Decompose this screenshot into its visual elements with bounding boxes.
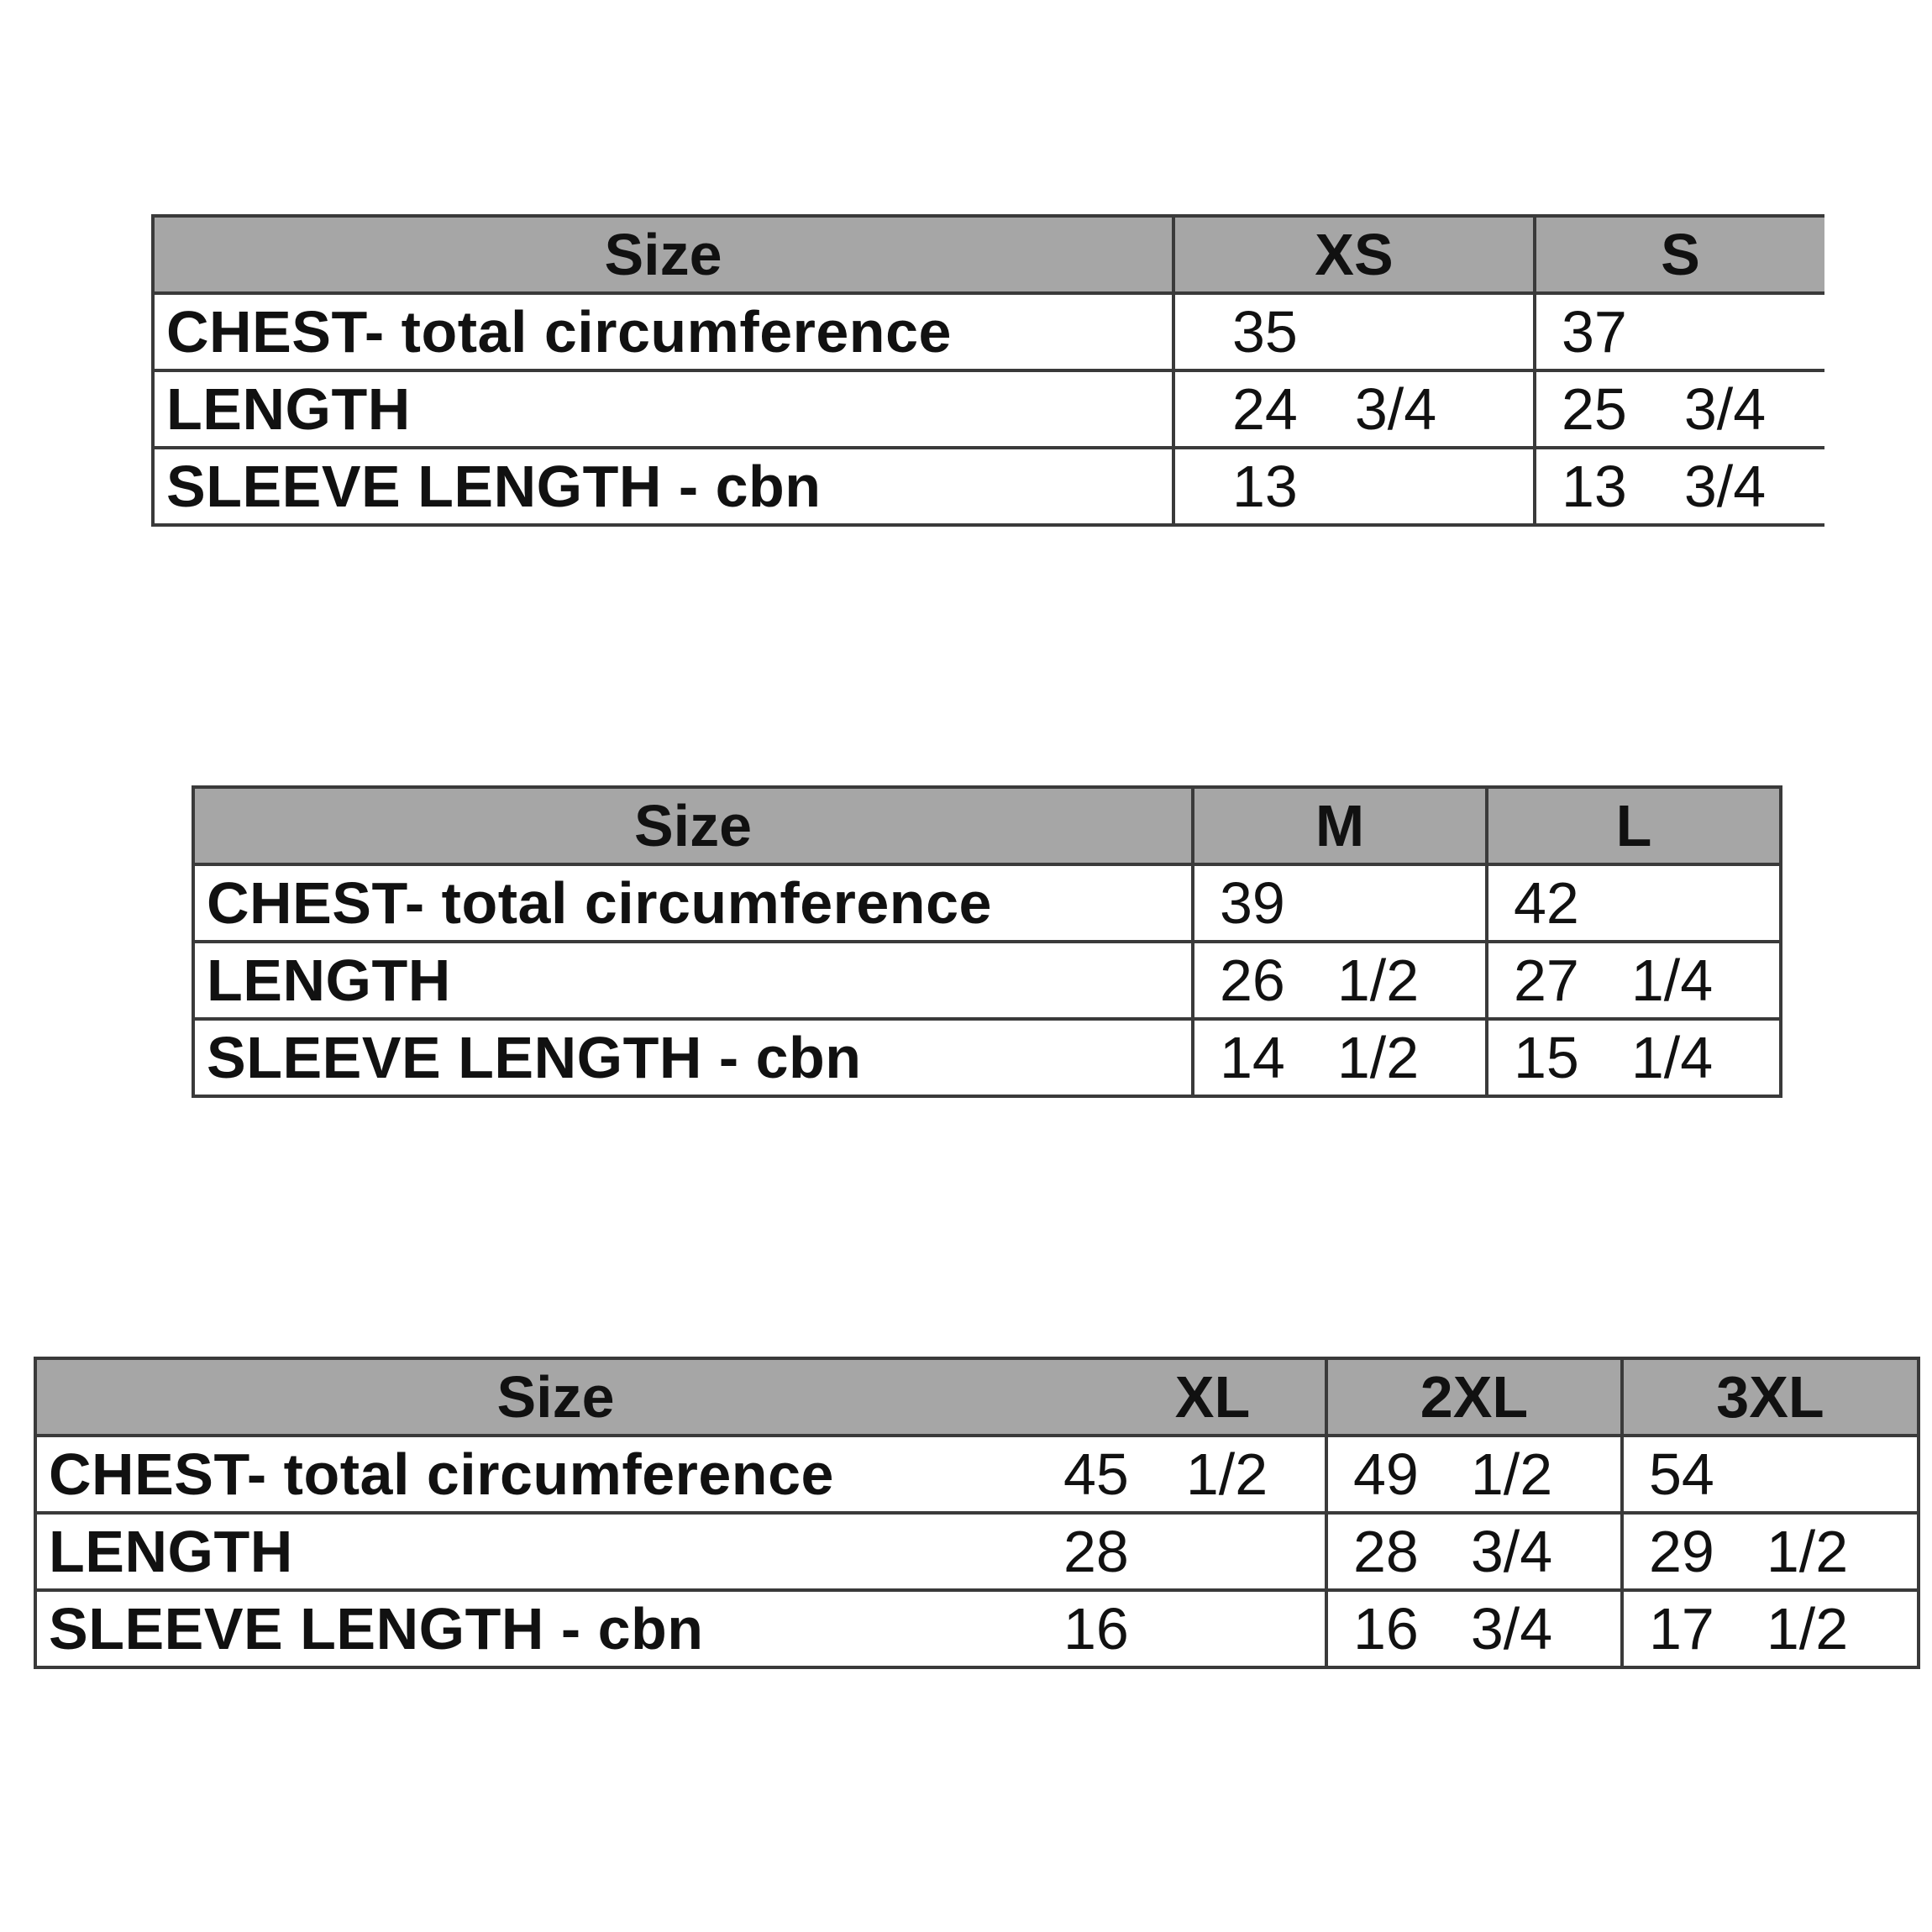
value-sleeve-xl: 16 (1063, 1596, 1129, 1662)
row-label-chest: CHEST- total circumference (193, 864, 1193, 942)
table-row-sleeve (153, 448, 1824, 525)
table-header-row (153, 216, 1824, 293)
row-label-chest: CHEST- total circumference (153, 293, 1173, 370)
value-chest-l: 42 (1487, 864, 1781, 942)
row-sleeve-label-xl (35, 1590, 1326, 1667)
row-label-sleeve: SLEEVE LENGTH - cbn (49, 1596, 704, 1662)
row-label-length: LENGTH (153, 370, 1173, 448)
header-xs: XS (1173, 216, 1535, 293)
value-sleeve-3xl: 17 1/2 (1622, 1590, 1919, 1667)
table-row-chest (153, 293, 1824, 370)
row-chest-label-xl (35, 1436, 1326, 1513)
value-sleeve-2xl: 16 3/4 (1326, 1590, 1622, 1667)
size-chart-table-m-l (192, 785, 1782, 1098)
header-s: S (1535, 216, 1824, 293)
size-chart-table-xl-2xl-3xl (34, 1357, 1920, 1669)
value-sleeve-xs: 13 (1173, 448, 1535, 525)
value-chest-xs: 35 (1173, 293, 1535, 370)
header-m: M (1193, 787, 1487, 864)
header-l: L (1487, 787, 1781, 864)
value-sleeve-s: 13 3/4 (1535, 448, 1824, 525)
table-row-sleeve (193, 1019, 1781, 1096)
row-label-sleeve: SLEEVE LENGTH - cbn (193, 1019, 1193, 1096)
header-size: Size (496, 1364, 615, 1430)
value-length-2xl: 28 3/4 (1326, 1513, 1622, 1590)
table-row-sleeve (35, 1590, 1919, 1667)
header-xl: XL (1174, 1364, 1251, 1430)
size-chart-table-xs-s (151, 214, 1824, 527)
value-chest-2xl: 49 1/2 (1326, 1436, 1622, 1513)
row-label-length: LENGTH (193, 942, 1193, 1019)
value-length-s: 25 3/4 (1535, 370, 1824, 448)
value-sleeve-l: 15 1/4 (1487, 1019, 1781, 1096)
header-size-xl (35, 1358, 1326, 1436)
value-chest-m: 39 (1193, 864, 1487, 942)
header-size: Size (193, 787, 1193, 864)
table-row-chest (35, 1436, 1919, 1513)
header-2xl: 2XL (1326, 1358, 1622, 1436)
table-header-row (35, 1358, 1919, 1436)
table-row-length (153, 370, 1824, 448)
table-row-length (193, 942, 1781, 1019)
value-chest-s: 37 (1535, 293, 1824, 370)
value-sleeve-m: 14 1/2 (1193, 1019, 1487, 1096)
header-size: Size (153, 216, 1173, 293)
value-length-xs: 24 3/4 (1173, 370, 1535, 448)
value-length-l: 27 1/4 (1487, 942, 1781, 1019)
header-3xl: 3XL (1622, 1358, 1919, 1436)
value-length-m: 26 1/2 (1193, 942, 1487, 1019)
row-label-sleeve: SLEEVE LENGTH - cbn (153, 448, 1173, 525)
value-length-xl: 28 (1063, 1519, 1129, 1584)
row-label-chest: CHEST- total circumference (49, 1441, 834, 1507)
value-length-3xl: 29 1/2 (1622, 1513, 1919, 1590)
row-length-label-xl (35, 1513, 1326, 1590)
value-chest-xl: 45 1/2 (1063, 1441, 1268, 1507)
table-row-chest (193, 864, 1781, 942)
value-chest-3xl: 54 (1622, 1436, 1919, 1513)
table-header-row (193, 787, 1781, 864)
table-row-length (35, 1513, 1919, 1590)
row-label-length: LENGTH (49, 1519, 293, 1584)
